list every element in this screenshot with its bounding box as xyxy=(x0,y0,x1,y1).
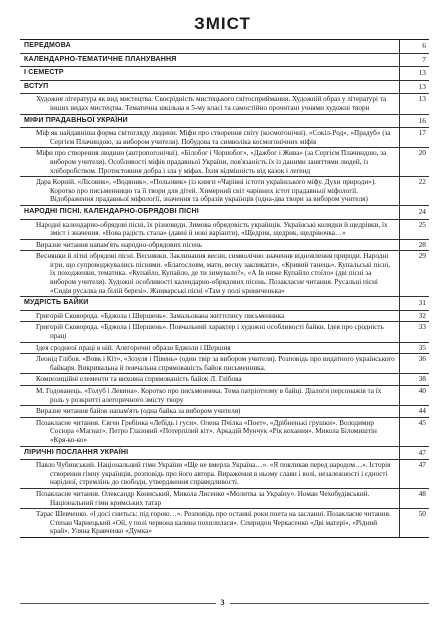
toc-page-number xyxy=(399,115,429,128)
toc-entry-row[interactable] xyxy=(20,240,429,252)
toc-page-number xyxy=(399,67,429,80)
toc-section-row[interactable] xyxy=(20,40,429,54)
toc-entry-text: М. Годованець. «Голуб і Левина». Коротко про письменника. Тема патріотизму в байці. Діалоги персонажів та їх роль у розкритті алегоричного змісту твору xyxy=(36,387,382,404)
toc-page-number-value: 33 xyxy=(418,322,426,332)
toc-page-number xyxy=(399,489,429,508)
toc-page-number xyxy=(399,343,429,354)
toc-entry-row[interactable] xyxy=(20,251,429,297)
toc-entry-row[interactable] xyxy=(20,322,429,342)
toc-entry-text: Павло Чубинський. Національний гімн України «Ще не вмерла Україна…». «Я покликав перед народом…». Історія створення гімну українців, розповідь про його автора. Вираження в ньому слави і волі, незалежності і єдності нарідної, стремлінь до свободи, утвердження справедливості. xyxy=(36,461,391,487)
toc-section-title: І СЕМЕСТР xyxy=(24,69,64,77)
toc-section-title: ПЕРЕДМОВА xyxy=(24,42,71,49)
toc-entry-text: Позакласне читання. Олександр Кониський, Микола Лисенко «Молитва за Україну». Номан Чехобудівський. Національний гімн кримських татар xyxy=(36,489,370,507)
toc-entry-text: Дара Корній. «Лісовик», «Водяник», «Польовик» (із книги «Чарівні істоти українського міфу. Духи природи»). Коротко про письменницю та її твори для дітей. Химерний світ чарівних істот прадавньої міфології. Відображення прадавньої міфології, значення та образів українців (одна-два твори за вибором учителя) xyxy=(36,178,376,204)
toc-section-row[interactable] xyxy=(20,297,429,311)
toc-entry-text: Григорій Сковорода. «Бджола і Шершень». Повчальний характер і художні особливості байки. Ідея про сродність праці xyxy=(36,323,384,341)
toc-page-number xyxy=(399,297,429,310)
toc-page-number xyxy=(399,81,429,94)
toc-section-title: КАЛЕНДАРНО-ТЕМАТИЧНЕ ПЛАНУВАННЯ xyxy=(24,55,177,63)
table-of-contents xyxy=(20,39,429,538)
toc-entry-row[interactable] xyxy=(20,94,429,114)
toc-page-number-value: 47 xyxy=(418,460,426,470)
toc-page-number xyxy=(399,54,429,67)
toc-page-number xyxy=(399,94,429,113)
toc-page-number-value: 50 xyxy=(418,509,426,519)
toc-page-number xyxy=(399,447,429,460)
toc-page-number-value: 32 xyxy=(418,310,426,320)
toc-page-number-value: 13 xyxy=(418,94,426,104)
toc-entry-row[interactable] xyxy=(20,489,429,509)
toc-page-number-value: 31 xyxy=(418,298,426,308)
toc-page-number xyxy=(399,128,429,147)
toc-page-number-value: 22 xyxy=(418,177,426,187)
toc-page-number-value: 28 xyxy=(418,239,426,249)
toc-page-number-value: 17 xyxy=(418,128,426,138)
toc-page-number-value: 38 xyxy=(418,374,426,384)
toc-section-title: ВСТУП xyxy=(24,82,49,90)
toc-entry-row[interactable] xyxy=(20,406,429,418)
toc-section-title: МІФИ ПРАДАВНЬОЇ УКРАЇНИ xyxy=(24,116,128,124)
toc-page-number-value: 13 xyxy=(418,81,426,91)
toc-page-number-value: 7 xyxy=(422,54,426,64)
toc-entry-row[interactable] xyxy=(20,509,429,538)
toc-entry-row[interactable] xyxy=(20,374,429,386)
toc-page-number xyxy=(399,460,429,488)
toc-page-number xyxy=(399,374,429,385)
toc-section-title: ЛІРИЧНІ ПОСЛАННЯ УКРАЇНІ xyxy=(24,448,129,456)
toc-page-number-value: 40 xyxy=(418,386,426,395)
toc-page-number-value: 25 xyxy=(418,219,426,229)
toc-page-number xyxy=(399,311,429,322)
toc-page-number-value: 24 xyxy=(418,206,426,216)
page-title: ЗМІСТ xyxy=(194,14,251,33)
toc-page-number-value: 36 xyxy=(418,354,426,364)
toc-entry-text: Веснянки й літні обрядові пісні. Веснянки. Заклинання весни, символічно значення відновлення природи. Народні ігри, що супроводжувались піснями. «Благословм, мати, весну закликати», «Кривий танець». Купальські пісні, їх походження, тематика. «Купайло, Купайло, де ти зимувало?», «А Ів ниже Купайло стоїло» (дві пісні за вибором учителя). Художні особливості календарно-обрядових пісень. Позакласне читання. Русальні пісні «Сидія русалка на білій березі». Жниварські пісні «Там у полі криниченька» xyxy=(36,252,391,295)
page-number: 3 xyxy=(0,598,445,607)
toc-section-row[interactable] xyxy=(20,81,429,95)
toc-page-number xyxy=(399,354,429,373)
toc-section-title: НАРОДНІ ПІСНІ. КАЛЕНДАРНО-ОБРЯДОВІ ПІСНІ xyxy=(24,207,199,215)
toc-entry-text: Міфи про створення людини (антропогонічні). «Білобог і Чорнобог», «Дажбог і Жива» (за Сергієм Плачиндою, за вибором учителя). Особливості міфів прадавньої України, пов'язаність їх із даними заняттями людей, із хліборобством. Протистояння добра і зла у міфах. Їхня відмінність від казок і легенд xyxy=(36,149,387,175)
toc-page-number-value: 13 xyxy=(418,68,426,78)
toc-page-number xyxy=(399,206,429,219)
toc-entry-row[interactable] xyxy=(20,418,429,447)
toc-entry-text: Виразне читання напам'ять народно-обрядових пісень xyxy=(36,240,203,249)
toc-page-number-value: 48 xyxy=(418,488,426,498)
toc-page-number-value: 45 xyxy=(418,417,426,427)
toc-page-number xyxy=(399,220,429,239)
toc-section-row[interactable] xyxy=(20,206,429,220)
toc-page-number-value: 29 xyxy=(418,251,426,261)
toc-page-number xyxy=(399,322,429,341)
toc-section-row[interactable] xyxy=(20,115,429,129)
toc-entry-text: Леонід Глібов. «Вовк і Кіт», «Зозуля і Півень» (один твір за вибором учителя). Розповідь про видатного українського байкаря. Викривальна й повчальна спрямованість байок письменника. xyxy=(36,355,395,372)
toc-page-number xyxy=(399,406,429,417)
toc-entry-text: Тарас Шевченко. «І досі снитьсь: під горою…». Розповідь про останні роки поета на засланні. Позакласне читання. Степан Чарнецький «Ой, у полі червона калина похилилася». Спиридон Черкасенко «Дві матері», «Рідний край». Уляна Кравченко «Думка» xyxy=(36,510,391,536)
toc-page-number-value: 47 xyxy=(418,447,426,457)
toc-page-number xyxy=(399,40,429,53)
toc-entry-row[interactable] xyxy=(20,311,429,323)
toc-entry-row[interactable] xyxy=(20,220,429,240)
toc-entry-text: Міф як найдавніша форма світогляду людини. Міфи про створення світу (космогонічні). «Сокіл-Род», «Прадуб» (за Сергієм Плачиндою, за вибором учителя). Побудова та символіка космогонічних міфів xyxy=(36,129,391,146)
toc-entry-row[interactable] xyxy=(20,343,429,355)
toc-section-row[interactable] xyxy=(20,447,429,461)
toc-page-number xyxy=(399,418,429,446)
toc-entry-row[interactable] xyxy=(20,386,429,406)
toc-entry-text: Виразне читання байок напам'ять (одна байка за вибором учителя) xyxy=(36,407,241,416)
toc-page-number xyxy=(399,177,429,205)
toc-entry-row[interactable] xyxy=(20,148,429,177)
toc-entry-text: Художня література як вид мистецтва. Своєрідність мистецького світосприймання. Художній образ у літературі та інших видах мистецтва. Тематична шкільна в 5-му класі та самостійно прочитані учнями художні твори xyxy=(36,95,387,112)
toc-page-number-value: 16 xyxy=(418,115,426,125)
toc-page-number xyxy=(399,251,429,296)
toc-page-number xyxy=(399,509,429,537)
toc-entry-row[interactable] xyxy=(20,460,429,489)
toc-page-number-value: 6 xyxy=(422,41,426,50)
toc-entry-row[interactable] xyxy=(20,128,429,148)
toc-entry-text: Григорій Сковорода. «Бджола і Шершень». Замальована життєпису письменника xyxy=(36,311,285,320)
toc-page-number xyxy=(399,148,429,176)
toc-entry-text: Ідея сроднеої праці в ній. Алегоричні образи Бджоли і Шершня xyxy=(36,343,231,352)
toc-section-row[interactable] xyxy=(20,54,429,68)
toc-page-number-value: 35 xyxy=(418,342,426,352)
toc-entry-text: Позакласне читання. Євген Гребінка «Лебідь і гуси». Олена Пчілка «Поет», «Дрібненькі грушки». Володимир Сосюра «Магнат». Петро Глазовий «Потерпілий кіт». Аркадій Мунчук «Рік кохання». Микола Біломиштін «Кря-ко-ко» xyxy=(36,418,377,444)
toc-section-title: МУДРІСТЬ БАЙКИ xyxy=(24,299,89,307)
toc-page-number-value: 20 xyxy=(418,148,426,158)
toc-section-row[interactable] xyxy=(20,67,429,81)
toc-entry-row[interactable] xyxy=(20,354,429,374)
toc-entry-text: Композиційні елементи та виховна спрямованість байок Л. Глібова xyxy=(36,375,242,384)
toc-entry-row[interactable] xyxy=(20,177,429,206)
toc-page-number-value: 44 xyxy=(418,406,426,416)
toc-page-number xyxy=(399,386,429,405)
toc-entry-text: Народні календарно-обрядові пісні, їх різновиди. Зимова обрядовість українців. Українські колядки й щедрівки, їх зміст і значення. «Нова радість стала» (давні й нові варіанти), «Щедрик, щедрик, щедрівочка…» xyxy=(36,220,388,238)
toc-page-number xyxy=(399,240,429,251)
